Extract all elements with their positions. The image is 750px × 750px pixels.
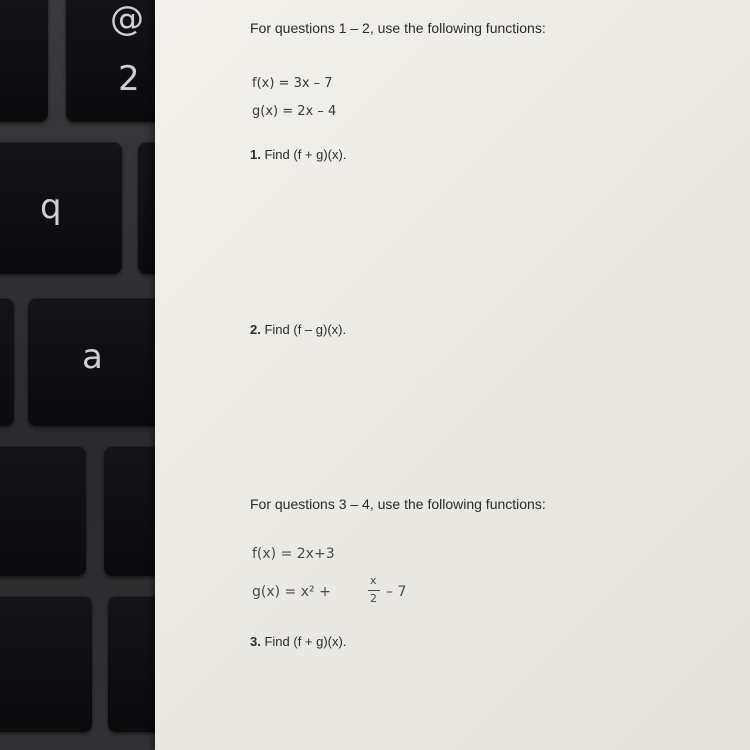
key-at-symbol: @ <box>110 0 144 39</box>
key-caps <box>0 298 14 426</box>
question-2-text: Find (f – g)(x). <box>264 322 347 337</box>
question-2 <box>250 322 346 337</box>
section2-g-left: g(x) = x² + <box>252 584 331 600</box>
key-fn <box>0 596 92 732</box>
key-tab <box>0 142 122 274</box>
key-at-2 <box>66 0 162 122</box>
section2-instruction: For questions 3 – 4, use the following functions: <box>250 496 546 512</box>
key-2-label: 2 <box>118 59 140 99</box>
section1-instruction: For questions 1 – 2, use the following functions: <box>250 20 546 36</box>
key-q-label: q <box>40 187 62 227</box>
section2-f-function: f(x) = 2x+3 <box>252 546 335 562</box>
key-a <box>28 298 160 426</box>
keyboard <box>0 0 170 750</box>
section2-g-fraction-numerator: x <box>370 574 377 587</box>
section2-g-fraction-bar <box>368 590 380 591</box>
question-3 <box>250 634 346 649</box>
question-1 <box>250 147 346 162</box>
question-2-number: 2. <box>250 322 261 337</box>
question-3-number: 3. <box>250 634 261 649</box>
section2-g-function <box>252 574 412 610</box>
section2-g-right: – 7 <box>386 584 407 600</box>
key-blank-1 <box>0 0 48 122</box>
key-shift <box>0 446 86 576</box>
section1-f-function: f(x) = 3x – 7 <box>252 76 333 91</box>
question-1-number: 1. <box>250 147 261 162</box>
worksheet-paper <box>155 0 750 750</box>
question-1-text: Find (f + g)(x). <box>264 147 347 162</box>
key-a-label: a <box>82 337 103 377</box>
section1-g-function: g(x) = 2x – 4 <box>252 104 337 119</box>
question-3-text: Find (f + g)(x). <box>264 634 347 649</box>
section2-g-fraction-denominator: 2 <box>370 592 377 605</box>
